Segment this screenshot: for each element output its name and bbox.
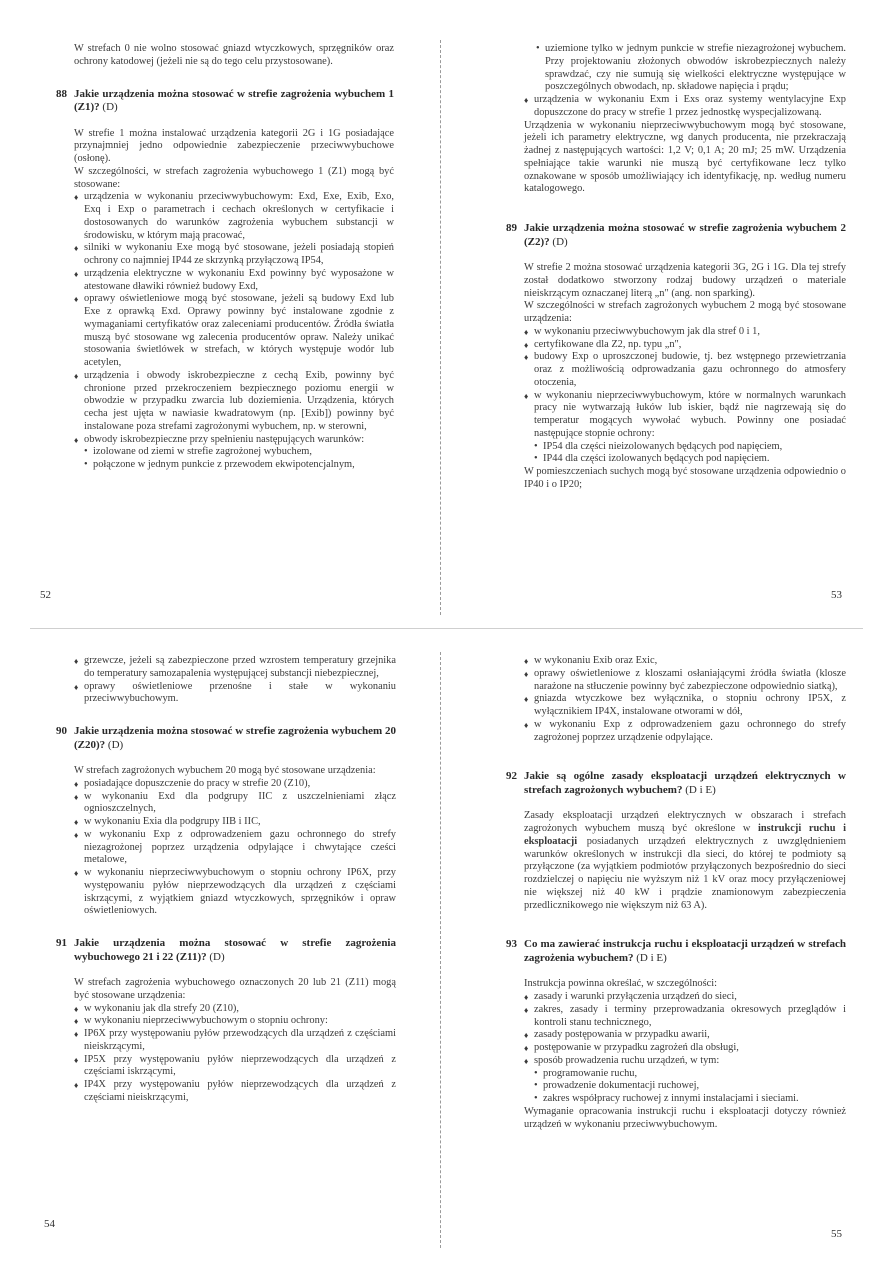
list-item: ♦ urządzenia w wykonaniu przeciwwybuchowym: Exd, Exe, Exib, Exo, Exq i Exp o parametrach i cechach określonych w certyfikacie i dostosowanych do warunków zagrożenia wybuchem substancji w środowisku, w którym mają pracować, [74,191,394,242]
bullet-list [524,94,846,120]
question-title: Jakie urządzenia można stosować w strefie zagrożenia wybuchem 20 (Z20)? [74,725,396,751]
question-91-heading [56,937,396,964]
question-number: 89 [506,222,517,234]
list-item: ♦ postępowanie w przypadku zagrożeń dla obsługi, [524,1042,846,1055]
paragraph-text: Zasady eksploatacji urządzeń elektrycznych w obszarach i strefach zagrożonych wybuchem muszą być określone w [524,810,846,834]
question-number: 90 [56,725,67,737]
question-title: Jakie urządzenia można stosować w strefie zagrożenia wybuchem 2 (Z2)? [524,222,846,248]
list-item: ♦ zasady i warunki przyłączenia urządzeń do sieci, [524,991,846,1004]
sub-list-item: • prowadzenie dokumentacji ruchowej, [534,1080,846,1093]
question-tag: (D i E) [636,951,667,964]
page-number: 53 [831,589,842,601]
list-item: ♦ grzewcze, jeżeli są zabezpieczone przed wzrostem temperatury grzejnika do temperatury samozapalenia występującej substancji niebezpiecznej, [74,655,396,681]
paragraph: Wymaganie opracowania instrukcji ruchu i eksploatacji dotyczy również urządzeń w wykonaniu przeciwwybuchowym. [524,1105,846,1130]
list-item: ♦ w wykonaniu nieprzeciwwybuchowym o stopniu ochrony IP6X, przy występowaniu pyłów nieprzewodzących dla urządzeń z częściami iskrzącymi, z wyjątkiem gniazd wtyczkowych, sprzęgników i opraw oświetleniowych. [74,867,396,918]
question-number: 92 [506,770,517,783]
sub-list [534,441,846,467]
list-item: ♦ w wykonaniu Exp z odprowadzeniem gazu ochronnego do strefy zagrożonej poprzez urządzenie odpylające. [524,719,846,745]
list-item: ♦ w wykonaniu Exia dla podgrupy IIB i IIC, [74,816,396,829]
list-item: ♦ IP6X przy występowaniu pyłów przewodzących dla urządzeń z częściami nieiskrzącymi, [74,1028,396,1054]
sub-list-item: • zakres współpracy ruchowej z innymi instalacjami i sieciami. [534,1093,846,1106]
list-item: ♦ w wykonaniu Exd dla podgrupy IIC z uszczelnieniami złącz ognioszczelnych, [74,791,396,817]
bullet-list [74,655,396,706]
list-item: ♦ w wykonaniu Exp z odprowadzeniem gazu ochronnego do strefy niezagrożonej poprzez urządzenia odpylające i chwytające cześci metalowe, [74,829,396,867]
bullet-list [524,326,846,466]
list-item: ♦ IP4X przy występowaniu pyłów nieprzewodzących dla urządzeń z częściami nieiskrzącymi, [74,1079,396,1105]
list-item: ♦ gniazda wtyczkowe bez wyłącznika, o stopniu ochrony IP5X, z wyłącznikiem IP4X, instalowane otworami w dół, [524,693,846,719]
center-fold-line-bottom [440,652,441,1248]
bullet-list [524,655,846,744]
sub-list-item: • uziemione tylko w jednym punkcie w strefie niezagrożonej wybuchem. Przy projektowaniu złożonych obwodów iskrobezpiecznych należy sprawdzać, czy nie sumują się wielkości elektryczne występujące w poszczególnych obwodach, np. składowe napięcia i prądu; [536,43,846,94]
page-number: 55 [831,1228,842,1240]
paragraph: W strefie 1 można instalować urządzenia kategorii 2G i 1G posiadające przynajmniej jedno odpowiednie zabezpieczenie przeciwwybuchowe (osłonę). [74,127,394,164]
list-item: ♦ zasady postępowania w przypadku awarii, [524,1029,846,1042]
sub-list-item: • programowanie ruchu, [534,1068,846,1081]
paragraph: Instrukcja powinna określać, w szczególności: [524,978,718,990]
question-tag: (D i E) [685,783,716,796]
paragraph: W pomieszczeniach suchych mogą być stosowane urządzenia odpowiednio o IP40 i o IP20; [524,466,846,490]
question-tag: (D) [102,101,118,113]
list-item: ♦ w wykonaniu Exib oraz Exic, [524,655,846,668]
question-number: 88 [56,87,67,100]
sub-list-item: • izolowane od ziemi w strefie zagrożonej wybuchem, [84,446,394,459]
bullet-list [74,191,394,472]
paragraph [524,810,846,912]
sub-list-item: • IP54 dla części nieizolowanych będących pod napięciem, [534,441,846,454]
question-number: 93 [506,938,517,951]
center-fold-line-top [440,40,441,615]
question-title: Co ma zawierać instrukcja ruchu i eksploatacji urządzeń w strefach zagrożenia wybuchem? [524,938,846,964]
page-separator-line [30,628,863,629]
list-item: ♦ budowy Exp o uproszczonej budowie, tj. bez wstępnego przewietrzania oraz z możliwością odprowadzania gazu ochronnego do atmosfery otoczenia, [524,351,846,389]
paragraph: W strefach zagrożenia wybuchowego oznaczonych 20 lub 21 (Z11) mogą być stosowane urządzenia: [74,977,396,1001]
question-92-heading [506,770,846,797]
paragraph: W strefie 2 można stosować urządzenia kategorii 3G, 2G i 1G. Dla tej strefy został dodatkowo stworzony rodzaj budowy urządzeń o materiale nieiskrzącym oznaczanej literą „n" (ang. non sparking). [524,262,846,299]
list-item: ♦ urządzenia i obwody iskrobezpieczne z cechą Exib, powinny być chronione przed przekroczeniem bezpiecznego poziomu energii w obwodzie w przypadku zwarcia lub doziemienia. Urządzenia, których cecha jest ujęta w nawiasie kwadratowym (np. [Exib]) powinny być instalowane poza strefami zagrożonymi wybuchem, np. w sterowni, [74,370,394,434]
intro-paragraph: W strefach 0 nie wolno stosować gniazd wtyczkowych, sprzęgników oraz ochrony katodowej (jeżeli nie są do tego celu przystosowane). [74,43,394,67]
page-number: 54 [44,1218,55,1230]
paragraph: W strefach zagrożonych wybuchem 20 mogą być stosowane urządzenia: [74,765,376,776]
list-item: ♦ zakres, zasady i terminy przeprowadzania okresowych przeglądów i kontroli stanu technicznego, [524,1004,846,1030]
question-tag: (D) [552,235,568,248]
question-tag: (D) [209,950,225,963]
bullet-list [74,1003,396,1105]
page-53-column [506,43,846,492]
list-item: ♦ IP5X przy występowaniu pyłów nieprzewodzących dla urządzeń z częściami iskrzącymi, [74,1054,396,1080]
list-item: ♦ urządzenia w wykonaniu Exm i Exs oraz systemy wentylacyjne Exp dopuszczone do pracy w strefie 1 przez jednostkę wyspecjalizowaną. [524,94,846,120]
sub-list-item: • połączone w jednym punkcie z przewodem ekwipotencjalnym, [84,459,394,472]
list-item: ♦ oprawy oświetleniowe przenośne i stałe w wykonaniu przeciwwybuchowym. [74,681,396,707]
list-item: ♦ urządzenia elektryczne w wykonaniu Exd powinny być wyposażone w atestowane dławiki również budowy Exd, [74,268,394,294]
paragraph-text: posiadanych urządzeń elektrycznych z uwzględnieniem warunków określonych w instrukcji dla sieci, do której te podmioty są przyłączone (za wyjątkiem podmiotów przyłączonych bezpośrednio do sieci rozdzielczej o napięciu nie wyższym niż 1 kV oraz mocy przyłączeniowej nie większej niż 40 kW i prądzie znamionowym zabezpieczenia przedlicznikowego nie większym niż 63 A). [524,835,846,911]
list-item [524,1055,846,1106]
paragraph: W szczególności w strefach zagrożonych wybuchem 2 mogą być stosowane urządzenia: [524,300,846,324]
question-title: Jakie urządzenia można stosować w strefie zagrożenia wybuchowego 21 i 22 (Z11)? [74,937,396,963]
sub-list [84,446,394,472]
sub-list [534,1068,846,1106]
list-item: ♦ certyfikowane dla Z2, np. typu „n", [524,339,846,352]
list-item [74,434,394,472]
question-number: 91 [56,937,67,949]
sub-list [524,43,846,94]
list-item [524,390,846,467]
bullet-list [74,778,396,918]
question-90-heading [56,725,396,752]
question-93-heading [506,938,846,965]
list-item: ♦ oprawy oświetleniowe z kloszami osłaniającymi źródła światła (klosze narażone na stłuczenie powinny być zabezpieczone odpowiednio siatką), [524,668,846,694]
paragraph-bold-text: instrukcji ruchu i eksploatacji [524,823,846,847]
list-item: ♦ w wykonaniu przeciwwybuchowym jak dla stref 0 i 1, [524,326,846,339]
sub-list-item: • IP44 dla części izolowanych będących pod napięciem. [534,453,846,466]
question-89-heading [506,222,846,249]
list-item: ♦ w wykonaniu jak dla strefy 20 (Z10), [74,1003,396,1016]
list-item-text: w wykonaniu nieprzeciwwybuchowym, które w normalnych warunkach pracy nie wytwarzają łuków lub iskier, bądź nie nagrzewają się do temperatur mogących wywołać wybuch. Powinny one posiadać następujące stopnie ochrony: [534,389,846,439]
page-number: 52 [40,589,51,601]
paragraph: W szczególności, w strefach zagrożenia wybuchowego 1 (Z1) mogą być stosowane: [74,165,394,190]
page-55-column [506,655,846,1131]
paragraph: Urządzenia w wykonaniu nieprzeciwwybuchowym mogą być stosowane, jeżeli ich parametry elektryczne, wg danych producenta, nie przekraczają żadnej z następujących wartości: 1,2 V; 0,1 A; 20 mJ; 25 mW. Urządzenia spełniające takie warunki nie muszą być certyfikowane lecz tylko oznakowane w sposób umożliwiający ich identyfikację, np. według numeru katalogowego. [524,119,846,195]
list-item: ♦ posiadające dopuszczenie do pracy w strefie 20 (Z10), [74,778,396,791]
question-title: Jakie urządzenia można stosować w strefie zagrożenia wybuchem 1 (Z1)? [74,87,394,113]
list-item-text: sposób prowadzenia ruchu urządzeń, w tym: [534,1054,720,1066]
bullet-list [524,991,846,1106]
list-item: ♦ w wykonaniu nieprzeciwwybuchowym o stopniu ochrony: [74,1015,396,1028]
list-item-text: obwody iskrobezpieczne przy spełnieniu następujących warunków: [84,433,365,445]
page-52-column [56,43,394,472]
question-88-heading [56,88,394,115]
list-item: ♦ oprawy oświetleniowe mogą być stosowane, jeżeli są budowy Exd lub Exe z oprawką Exd. Oprawy powinny być instalowane zgodnie z wymaganiami certyfikatów oraz zaleceniami producentów. Źródła światła muszą być stosowane wg zalecenia producentów opraw. Należy unikać stosowania świetlówek w strefach, w których występuje wodór lub acetylen, [74,293,394,370]
question-tag: (D) [107,738,124,751]
page-54-column [56,655,396,1105]
list-item: ♦ silniki w wykonaniu Exe mogą być stosowane, jeżeli posiadają stopień ochrony co najmniej IP44 ze skrzynką przyłączową IP54, [74,242,394,268]
question-title: Jakie są ogólne zasady eksploatacji urządzeń elektrycznych w strefach zagrożonych wybuchem? [524,770,846,796]
